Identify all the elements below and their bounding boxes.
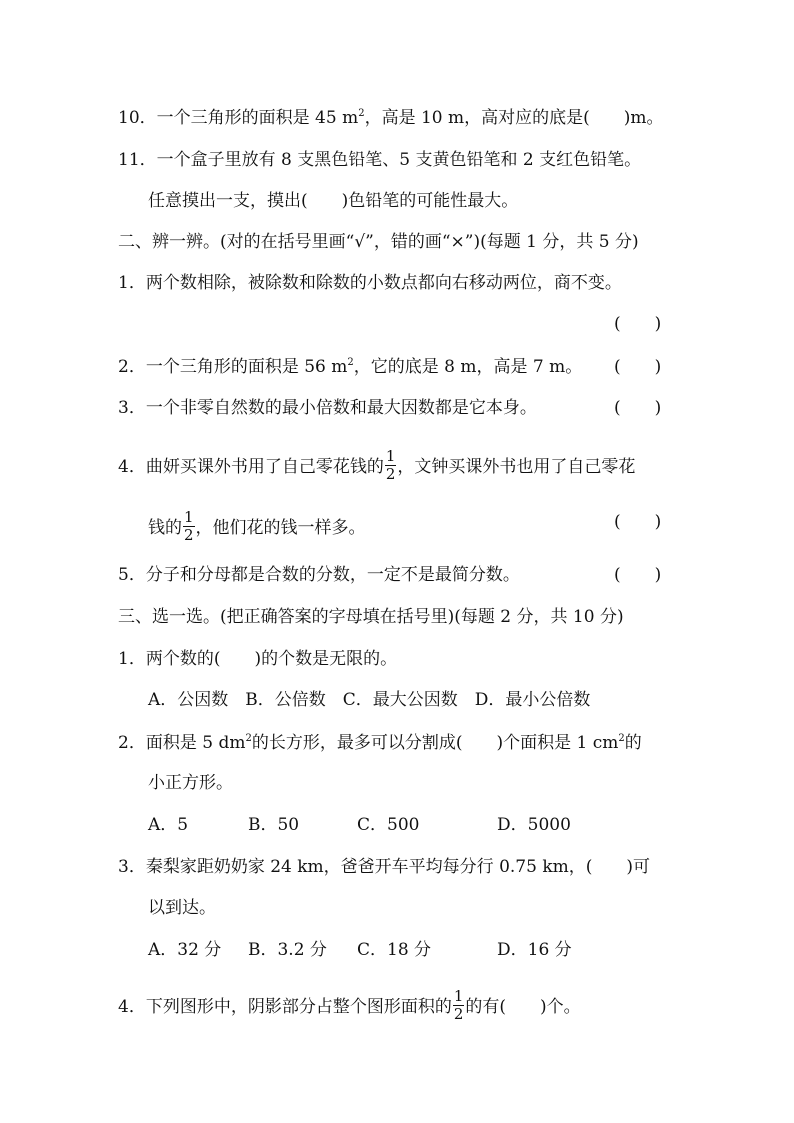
option-a: A．5 (148, 815, 189, 835)
superscript: 2 (618, 733, 625, 744)
fraction-one-half (183, 509, 195, 544)
tf-question-5: 5．分子和分母都是合数的分数，一定不是最简分数。 (118, 565, 520, 585)
mc-question-2-line1 (118, 732, 642, 754)
mc-question-3-line1: 3．秦梨家距奶奶家 24 km，爸爸开车平均每分行 0.75 km，( )可 (118, 857, 651, 877)
mc-question-2-line2: 小正方形。 (148, 773, 233, 793)
mc-question-4 (118, 987, 581, 1025)
mc-question-2-text-b: 的长方形，最多可以分割成( )个面积是 1 cm (251, 733, 619, 753)
answer-bracket: ( ) (614, 512, 662, 532)
option-c: C．500 (357, 815, 420, 835)
question-10 (118, 107, 664, 129)
tf-question-2-text-b: ，它的底是 8 m，高是 7 m。 (353, 357, 583, 377)
option-d: D．5000 (497, 815, 571, 835)
fraction-numerator: 1 (184, 508, 194, 526)
tf-question-2-text-a: 2．一个三角形的面积是 56 m (118, 357, 348, 377)
answer-bracket: ( ) (614, 565, 662, 585)
answer-bracket: ( ) (614, 398, 662, 418)
fraction-one-half (385, 448, 397, 483)
mc-question-3-line2: 以到达。 (148, 898, 216, 918)
option-a: A．32 分 (148, 940, 222, 960)
option-d: D．16 分 (497, 940, 572, 960)
section-2-heading: 二、辨一辨。(对的在括号里画“√”，错的画“×”)(每题 1 分，共 5 分) (118, 232, 639, 252)
question-11-line1: 11．一个盒子里放有 8 支黑色铅笔、5 支黄色铅笔和 2 支红色铅笔。 (118, 150, 642, 170)
mc-question-2-text-a: 2．面积是 5 dm (118, 733, 246, 753)
mc-question-4-text-b: 的有( )个。 (465, 997, 581, 1017)
question-10-text-a: 10．一个三角形的面积是 45 m (118, 108, 359, 128)
fraction-numerator: 1 (453, 987, 464, 1005)
fraction-one-half (453, 988, 465, 1023)
tf-question-4-text-a: 4．曲妍买课外书用了自己零花钱的 (118, 457, 384, 477)
mc-question-1-options: A．公因数 B．公倍数 C．最大公因数 D．最小公倍数 (148, 690, 591, 710)
tf-question-3: 3．一个非零自然数的最小倍数和最大因数都是它本身。 (118, 398, 537, 418)
tf-question-4-text-c: 钱的 (148, 518, 182, 538)
option-b: B．3.2 分 (248, 940, 327, 960)
fraction-denominator: 2 (453, 1005, 464, 1023)
question-11-line2: 任意摸出一支，摸出( )色铅笔的可能性最大。 (148, 191, 519, 211)
superscript: 2 (245, 733, 252, 744)
fraction-numerator: 1 (385, 447, 396, 465)
option-c: C．18 分 (357, 940, 432, 960)
answer-bracket: ( ) (614, 314, 662, 334)
section-3-heading: 三、选一选。(把正确答案的字母填在括号里)(每题 2 分，共 10 分) (118, 607, 624, 627)
fraction-denominator: 2 (184, 526, 194, 544)
tf-question-2 (118, 356, 582, 378)
answer-bracket: ( ) (614, 357, 662, 377)
tf-question-4-line1 (118, 447, 636, 485)
option-b: B．50 (248, 815, 300, 835)
tf-question-4-text-b: ，文钟买课外书也用了自己零花 (397, 457, 636, 477)
mc-question-4-text-a: 4．下列图形中，阴影部分占整个图形面积的 (118, 997, 452, 1017)
question-10-text-b: ，高是 10 m，高对应的底是( )m。 (364, 108, 664, 128)
fraction-denominator: 2 (385, 465, 396, 483)
mc-question-1: 1．两个数的( )的个数是无限的。 (118, 649, 398, 669)
mc-question-2-text-c: 的 (624, 733, 642, 753)
superscript: 2 (347, 357, 354, 368)
tf-question-4-line2 (148, 508, 366, 546)
tf-question-4-text-d: ，他们花的钱一样多。 (195, 518, 366, 538)
tf-question-1: 1．两个数相除，被除数和除数的小数点都向右移动两位，商不变。 (118, 273, 622, 293)
superscript: 2 (358, 108, 365, 119)
